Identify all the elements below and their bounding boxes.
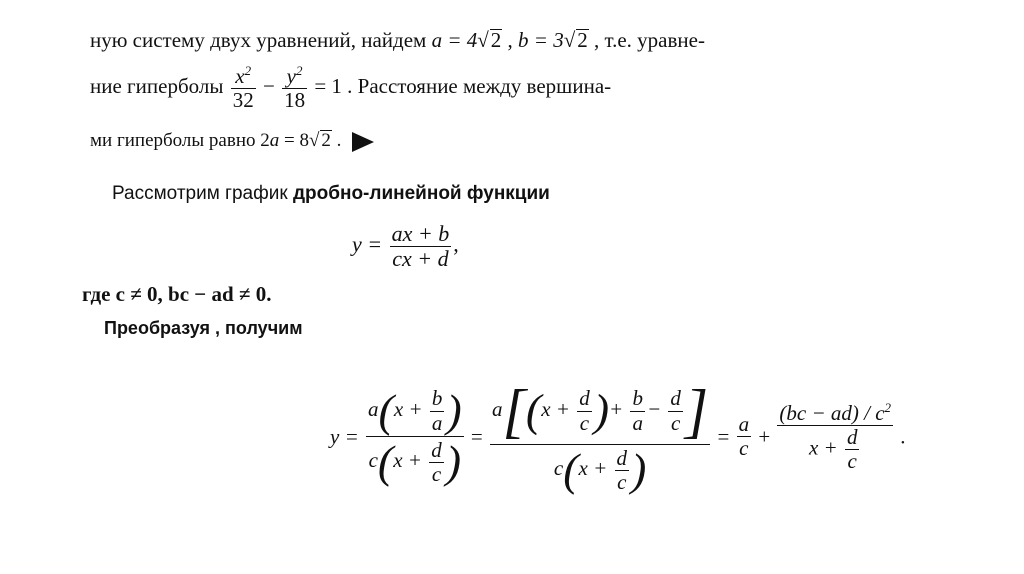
line2-suffix: . Расстояние между вершина- — [347, 73, 612, 98]
sqrt-symbol: √ — [563, 28, 576, 52]
sqrt-radicand: 2 — [321, 130, 331, 151]
condition-line: где c ≠ 0, bc − ad ≠ 0. — [82, 282, 272, 306]
x-var: x — [235, 64, 245, 88]
a-coef: a — [492, 396, 503, 421]
fraction-2-denominator: c(x + $\frac{d}{c}$ ) — [553, 444, 647, 495]
fraction-1 — [366, 386, 464, 488]
d-over-c: $\frac{d}{c}$ — [616, 445, 628, 494]
section-heading — [112, 183, 550, 205]
denominator-32: 32 — [232, 88, 254, 113]
denominator: cx + d — [392, 246, 449, 272]
line2-prefix: ние гиперболы — [90, 73, 224, 98]
x-plus: x + — [393, 448, 422, 473]
comma: , — [507, 28, 513, 52]
plus: + — [758, 424, 771, 449]
d-over-c: $\frac{d}{c}$ — [846, 424, 858, 473]
sqrt-symbol: √ — [308, 130, 320, 151]
numerator: ax + b — [391, 221, 450, 246]
fraction-ax-b-over-cx-d — [390, 222, 452, 271]
text-line-3 — [90, 130, 374, 152]
equals-8: = 8 — [279, 130, 309, 151]
end-of-proof-arrow-icon — [352, 132, 374, 152]
line1-prefix: ную систему двух уравнений, найдем — [90, 28, 427, 52]
c-coef: c — [553, 456, 564, 481]
a-over-c: $\frac{a}{c}$ — [738, 412, 750, 461]
period: . — [336, 130, 342, 151]
plus: + — [609, 396, 624, 421]
equals: = — [470, 424, 483, 449]
fraction-2-numerator: a[(x + $\frac{d}{c}$ )+ $\frac{b}{a}$ − $\frac{d}{c}$ ] — [492, 378, 709, 444]
sqrt-radicand: 2 — [490, 28, 502, 52]
heading-prefix: Рассмотрим график — [112, 183, 293, 204]
y-var: y — [286, 64, 296, 88]
denominator-18: 18 — [284, 88, 306, 113]
formula-fractional-linear — [352, 222, 459, 271]
b-over-a: $\frac{b}{a}$ — [632, 386, 643, 435]
fraction-3 — [777, 401, 893, 473]
sqrt-symbol: √ — [477, 28, 489, 52]
b-equation: b = 3 — [518, 28, 564, 52]
fraction-x2-32: $\frac{x^2}{32}$ — [232, 63, 254, 113]
period: . — [900, 424, 906, 449]
fraction-2 — [490, 378, 710, 496]
text-line-2 — [90, 64, 611, 112]
fraction-1-denominator: c(x + $\frac{d}{c}$ ) — [368, 436, 462, 488]
x-plus: x + — [541, 396, 570, 421]
x-plus: x + — [578, 456, 608, 481]
fraction-y2-18: $\frac{y^2}{18}$ — [284, 63, 306, 113]
formula-transformation — [330, 378, 906, 496]
fraction-3-numerator: $(bc - ad) / c^2$ — [779, 399, 892, 425]
line1-suffix: , т.е. уравне- — [593, 28, 705, 52]
text-line-1 — [90, 28, 705, 53]
comma: , — [453, 231, 459, 257]
a-var: a — [269, 130, 280, 151]
equals-one: = 1 — [314, 73, 342, 98]
minus: − — [646, 396, 662, 421]
d-over-c: $\frac{d}{c}$ — [579, 386, 590, 435]
transform-line: Преобразуя , получим — [104, 318, 303, 338]
sqrt-radicand: 2 — [577, 28, 588, 52]
b-over-a: $\frac{b}{a}$ — [431, 386, 443, 435]
d-over-c: $\frac{d}{c}$ — [670, 386, 681, 435]
fraction-3-denominator: x + $\frac{d}{c}$ — [808, 424, 858, 473]
d-over-c: $\frac{d}{c}$ — [431, 438, 442, 487]
minus-sign: − — [262, 73, 275, 98]
heading-bold: дробно-линейной функции — [292, 183, 550, 204]
x-plus: x + — [393, 396, 423, 421]
fraction-1-numerator: a(x + $\frac{b}{a}$ ) — [368, 384, 462, 436]
a-equation: a = 4 — [431, 28, 478, 52]
c-coef: c — [368, 448, 378, 473]
line3-prefix: ми гиперболы равно 2 — [90, 130, 270, 151]
equals: = — [717, 424, 730, 449]
a-coef: a — [368, 396, 379, 421]
y-equals: y = — [352, 231, 383, 257]
y-equals: y = — [330, 424, 359, 449]
